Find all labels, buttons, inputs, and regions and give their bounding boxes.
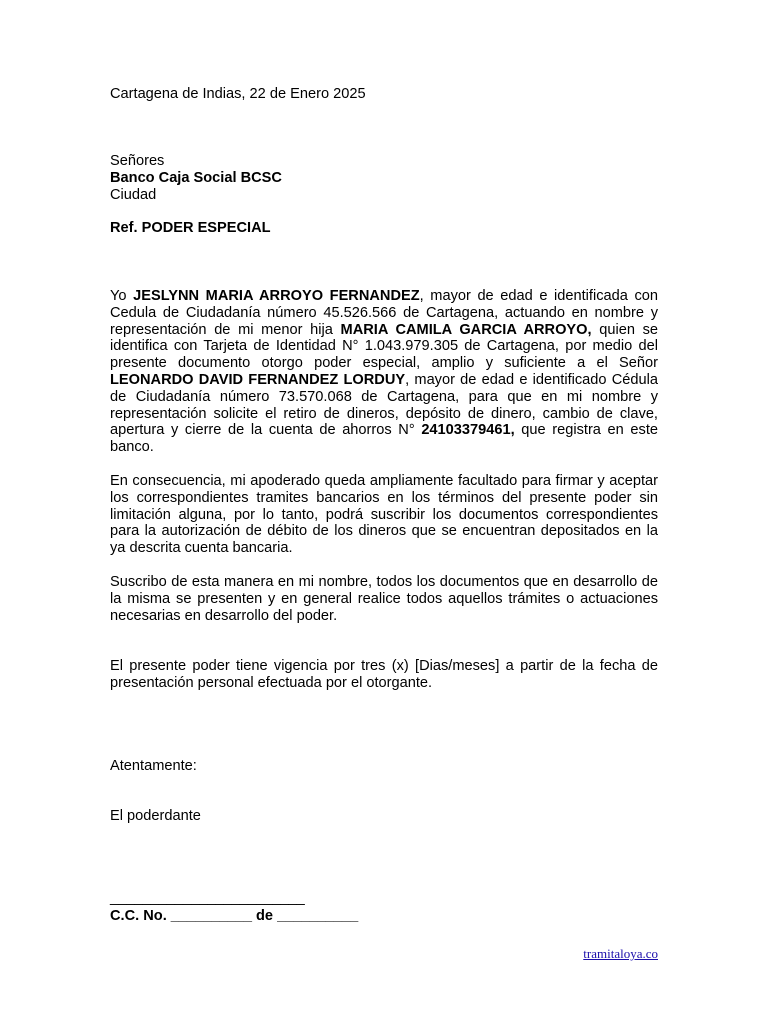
closing-line: Atentamente: [110,758,197,774]
recipient-bank: Banco Caja Social BCSC [110,169,282,186]
paragraph-authority: En consecuencia, mi apoderado queda ampliamente facultado para firmar y aceptar los correspondientes tramites bancarios en los términos del presente poder sin limitación alguna, por lo tanto, podrá suscribir los documentos correspondientes para la autorización de débito de los dineros que se encuentran depositados en la ya descrita cuenta bancaria. [110,473,658,557]
paragraph-power-grant [110,288,658,456]
signature-line: ________________________ [110,890,305,906]
paragraph-signing: Suscribo de esta manera en mi nombre, todos los documentos que en desarrollo de la misma se presenten y en general realice todos aquellos trámites o actuaciones necesarias en desarrollo del poder. [110,574,658,624]
attorney-name: LEONARDO DAVID FERNANDEZ LORDUY [110,371,406,388]
date-line: Cartagena de Indias, 22 de Enero 2025 [110,86,366,102]
id-line [110,908,658,925]
recipient-block [110,153,658,203]
minor-name: MARIA CAMILA GARCIA ARROYO, [340,321,592,338]
signer-role: El poderdante [110,808,201,824]
p1-text-3: quien se identifica con Tarjeta de Identidad N° 1.043.979.305 de Cartagena, por medio del presente documento otorgo poder especial, amplio y suficiente a el Señor [110,321,659,372]
reference-line [110,220,658,237]
id-line-text: C.C. No. __________ de __________ [110,908,359,924]
account-number: 24103379461, [421,422,515,439]
paragraph-validity: El presente poder tiene vigencia por tres (x) [Dias/meses] a partir de la fecha de presentación personal efectuada por el otorgante. [110,658,658,691]
p1-text-2: , mayor de edad e identificada con Cedula de Ciudadanía número 45.526.566 de Cartagena, actuando en nombre y representación de mi menor hija [110,288,658,338]
p1-text-4: , mayor de edad e identificado Cédula de Ciudadanía número 73.570.068 de Cartagena, para que en mi nombre y representación solicite el retiro de dineros, depósito de dinero, cambio de clave, apertura y cierre de la cuenta de ahorros N° [110,371,658,439]
recipient-salutation: Señores [110,153,165,169]
p1-text-1: Yo [110,288,134,304]
recipient-city: Ciudad [110,186,157,203]
grantor-name: JESLYNN MARIA ARROYO FERNANDEZ [133,288,420,304]
reference-text: Ref. PODER ESPECIAL [110,220,271,236]
p1-text-5: que registra en este banco. [110,422,659,456]
footer-website-link[interactable]: tramitaloya.co [583,946,658,961]
